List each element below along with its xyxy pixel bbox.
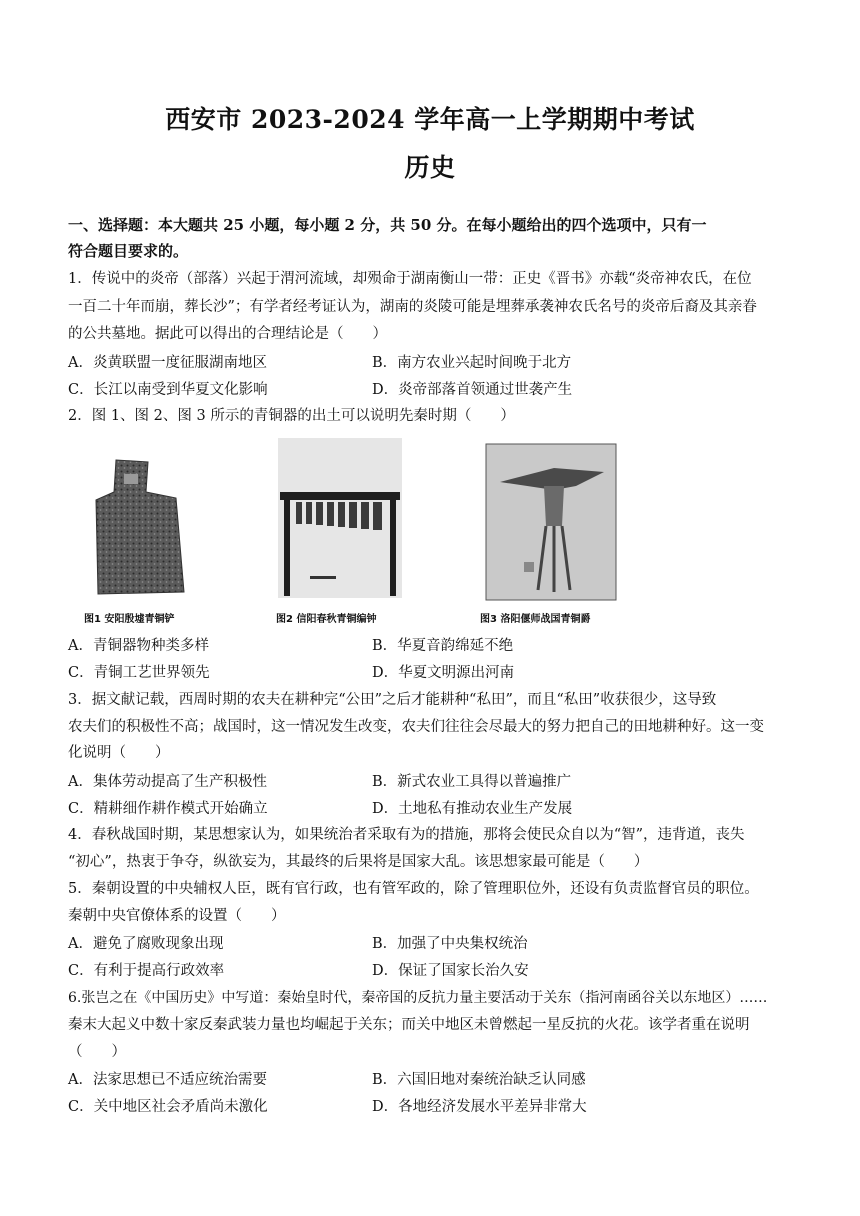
fig1-caption: 图1 安阳殷墟青铜铲 [84, 614, 175, 625]
q3-stem-line2: 农夫们的积极性不高；战国时，这一情况发生改变，农夫们往往会尽最大的努力把自己的田地耕种好。这一变 [68, 719, 764, 735]
q2-option-b: B．华夏音韵绵延不绝 [372, 638, 514, 654]
q1-stem-line2: 一百二十年而崩，葬长沙”；有学者经考证认为，湖南的炎陵可能是埋葬承袭神农氏名号的炎帝后裔及其亲眷 [68, 299, 757, 315]
q5-option-c: C．有利于提高行政效率 [68, 963, 225, 979]
q6-stem-line1: 6.张岂之在《中国历史》中写道：秦始皇时代，秦帝国的反抗力量主要活动于关东（指河南函谷关以东地区）…… [68, 990, 768, 1006]
q6-option-a: A．法家思想已不适应统治需要 [68, 1072, 267, 1088]
q5-option-b: B．加强了中央集权统治 [372, 936, 528, 952]
q4-stem-line2: “初心”，热衷于争夺，纵欲妄为，其最终的后果将是国家大乱。该思想家最可能是（ ） [68, 854, 649, 870]
q2-option-d: D．华夏文明源出河南 [372, 665, 515, 681]
exam-subject: 历史 [404, 153, 456, 182]
fig3-caption: 图3 洛阳偃师战国青铜爵 [480, 614, 591, 625]
q2-option-c: C．青铜工艺世界领先 [68, 665, 210, 681]
q3-option-a: A．集体劳动提高了生产积极性 [68, 774, 267, 790]
q6-option-c: C．关中地区社会矛盾尚未激化 [68, 1099, 268, 1115]
q3-stem-line1: 3．据文献记载，西周时期的农夫在耕种完“公田”之后才能耕种“私田”，而且“私田”收获很少，这导致 [68, 692, 717, 708]
q1-option-a: A．炎黄联盟一度征服湖南地区 [68, 355, 267, 371]
q2-stem-line1: 2．图 1、图 2、图 3 所示的青铜器的出土可以说明先秦时期（ ） [68, 408, 515, 424]
q5-stem-line1: 5．秦朝设置的中央辅权人臣，既有官行政，也有管军政的，除了管理职位外，还设有负责监督官员的职位。 [68, 881, 759, 897]
q1-option-b: B．南方农业兴起时间晚于北方 [372, 355, 572, 371]
q5-stem-line2: 秦朝中央官僚体系的设置（ ） [68, 908, 286, 924]
q2-figures [84, 434, 644, 624]
q1-option-d: D．炎帝部落首领通过世袭产生 [372, 382, 573, 398]
q3-option-d: D．土地私有推动农业生产发展 [372, 801, 573, 817]
q6-stem-line2: 秦末大起义中数十家反秦武装力量也均崛起于关东；而关中地区未曾燃起一星反抗的火花。该学者重在说明 [68, 1017, 750, 1033]
bronze-spade-image [84, 452, 194, 602]
q6-option-d: D．各地经济发展水平差异非常大 [372, 1099, 587, 1115]
section-heading-line2: 符合题目要求的。 [68, 242, 189, 260]
q6-stem-line3: （ ） [68, 1044, 126, 1060]
q1-stem-line1: 1．传说中的炎帝（部落）兴起于渭河流域，却殒命于湖南衡山一带：正史《晋书》亦载“炎帝神农氏，在位 [68, 271, 752, 287]
q5-option-d: D．保证了国家长治久安 [372, 963, 529, 979]
chime-bells-image [270, 434, 410, 602]
bronze-jue-image [484, 442, 618, 602]
q2-option-a: A．青铜器物种类多样 [68, 638, 209, 654]
q3-stem-line3: 化说明（ ） [68, 745, 170, 761]
q1-stem-line3: 的公共墓地。据此可以得出的合理结论是（ ） [68, 326, 387, 342]
fig2-caption: 图2 信阳春秋青铜编钟 [276, 614, 377, 625]
q1-option-c: C．长江以南受到华夏文化影响 [68, 382, 268, 398]
q4-stem-line1: 4．春秋战国时期，某思想家认为，如果统治者采取有为的措施，那将会使民众自以为“智”，违背道，丧失 [68, 827, 745, 843]
section-heading-line1: 一、选择题：本大题共 25 小题，每小题 2 分，共 50 分。在每小题给出的四个选项中，只有一 [68, 216, 707, 234]
q3-option-c: C．精耕细作耕作模式开始确立 [68, 801, 268, 817]
q5-option-a: A．避免了腐败现象出现 [68, 936, 224, 952]
exam-title: 西安市 2023-2024 学年高一上学期期中考试 [165, 105, 695, 134]
q6-option-b: B．六国旧地对秦统治缺乏认同感 [372, 1072, 586, 1088]
q3-option-b: B．新式农业工具得以普遍推广 [372, 774, 572, 790]
